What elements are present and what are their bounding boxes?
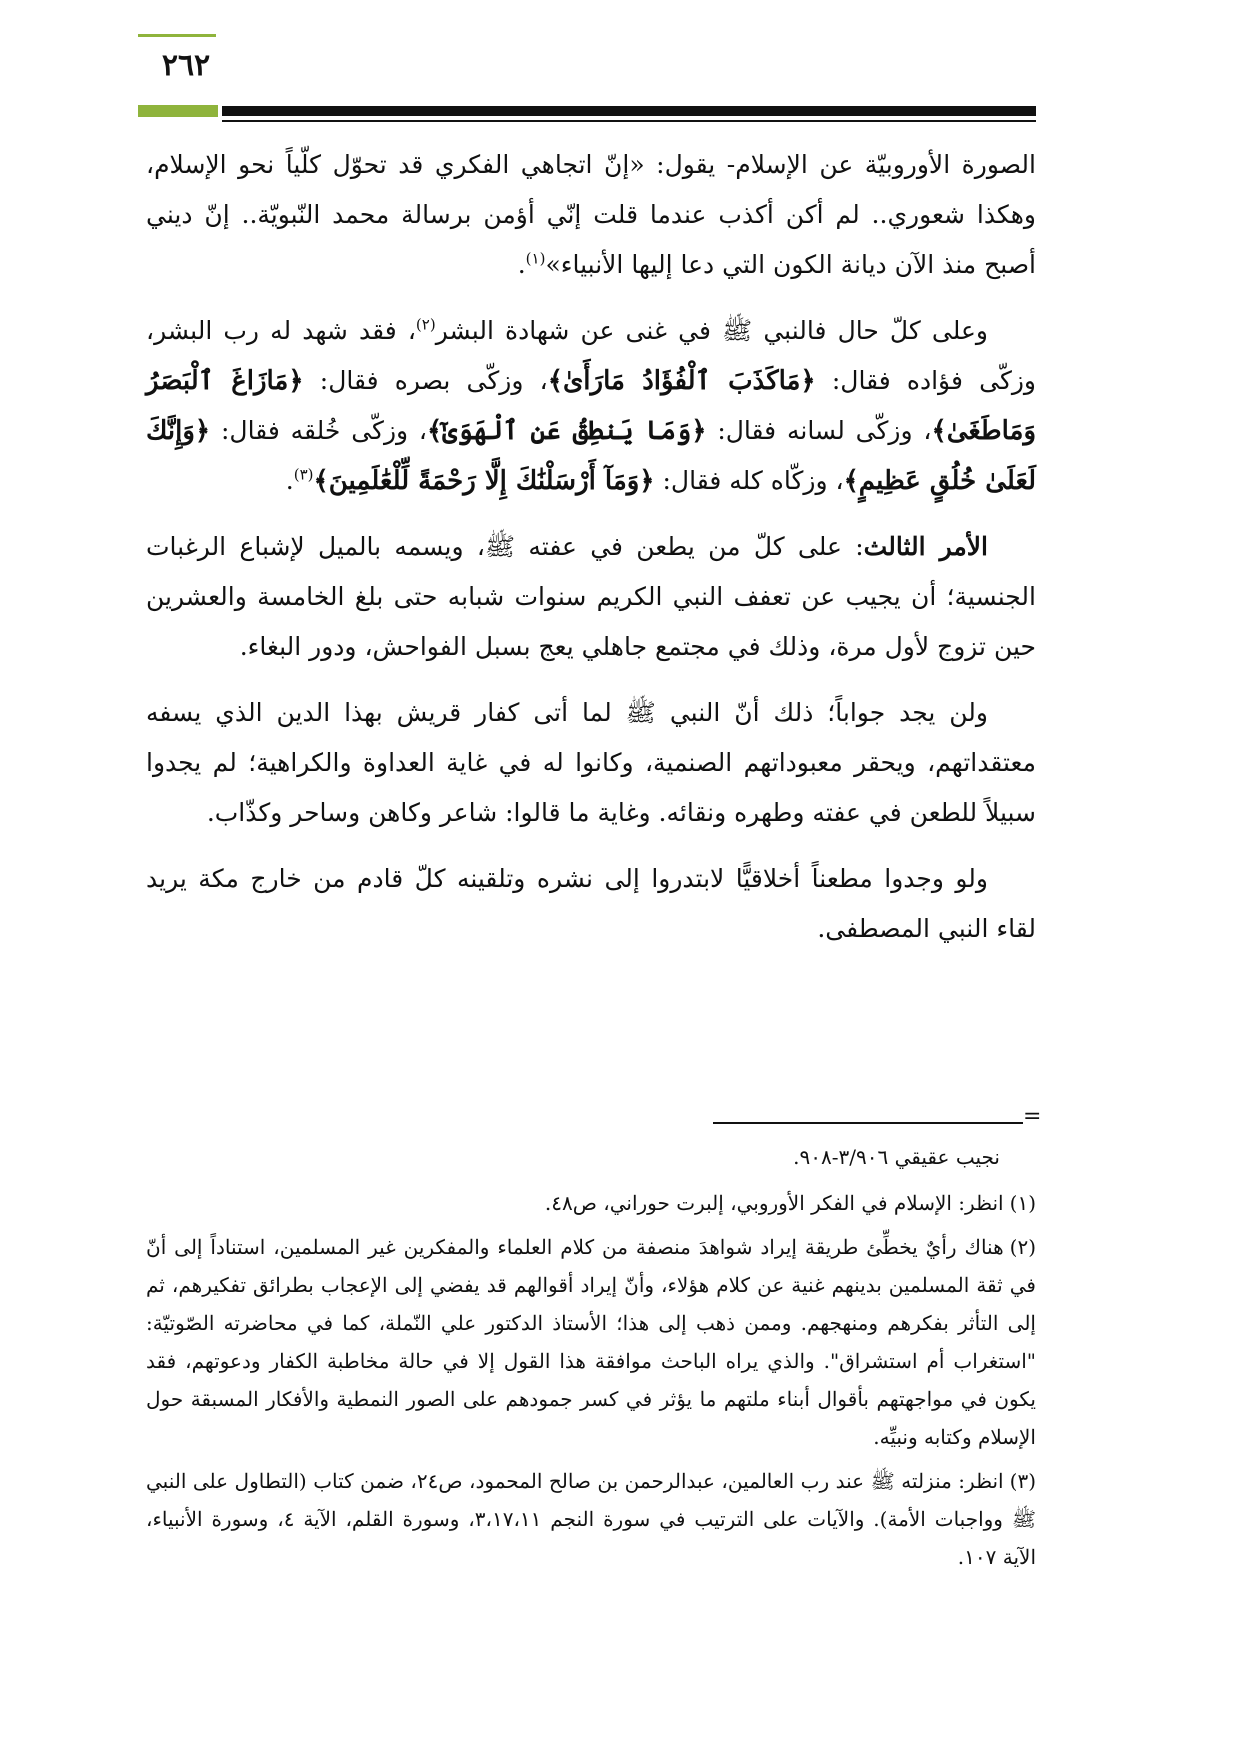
paragraph-3-text: : على كلّ من يطعن في عفته ﷺ، ويسمه بالميل لإشباع الرغبات الجنسية؛ أن يجيب عن تعفف النبي الكريم سنوات شبابه حتى بلغ الخامسة والعشرين حين تزوج لأول مرة، وذلك في مجتمع جاهلي يعج بسبل الفواحش، ودور البغاء. xyxy=(146,532,1036,661)
footnote-continuation-mark: = xyxy=(1023,1104,1042,1129)
footnote-2 xyxy=(146,1228,1036,1456)
header-rule xyxy=(222,106,1036,116)
page-number-accent-bar xyxy=(138,105,218,117)
paragraph-2-part-3: ، وزكّى بصره فقال: xyxy=(303,366,548,395)
quran-verse-2: ﴿مَازَاغَ ٱلْبَصَرُ وَمَاطَغَىٰ﴾ xyxy=(146,366,1036,446)
paragraph-4 xyxy=(146,688,1036,838)
quran-verse-5: ﴿وَمَآ أَرْسَلْنَٰكَ إِلَّا رَحْمَةً لِّلْعَٰلَمِينَ﴾ xyxy=(313,466,655,496)
footnote-3 xyxy=(146,1462,1036,1576)
footnote-1 xyxy=(146,1184,1036,1222)
paragraph-5-text: ولو وجدوا مطعناً أخلاقيًّا لابتدروا إلى نشره وتلقينه كلّ قادم من خارج مكة يريد لقاء النبي المصطفى. xyxy=(146,864,1036,943)
paragraph-5 xyxy=(146,854,1036,954)
page-number-top-line xyxy=(138,34,216,37)
paragraph-3 xyxy=(146,522,1036,672)
paragraph-2-part-5: ، وزكّى خُلقه فقال: xyxy=(210,416,427,445)
footnote-2-number: (٢) xyxy=(1009,1235,1036,1259)
footnotes xyxy=(146,1138,1036,1582)
section-lead-heading: الأمر الثالث xyxy=(863,532,988,561)
footnote-1-text: انظر: الإسلام في الفكر الأوروبي، إلبرت حوراني، ص٤٨. xyxy=(544,1191,1004,1215)
footnote-continuation: نجيب عقيقي ٣/٩٠٦-٩٠٨. xyxy=(793,1145,1000,1169)
footnote-separator xyxy=(713,1122,1023,1124)
paragraph-4-text: ولن يجد جواباً؛ ذلك أنّ النبي ﷺ لما أتى كفار قريش بهذا الدين الذي يسفه معتقداتهم، ويحقر معبوداتهم الصنمية، وكانوا له في غاية العداوة والكراهية؛ لم يجدوا سبيلاً للطعن في عفته وطهره ونقائه. وغاية ما قالوا: شاعر وكاهن وساحر وكذّاب. xyxy=(146,698,1036,827)
footnote-ref-3[interactable]: (٣) xyxy=(293,465,314,484)
footnote-3-number: (٣) xyxy=(1009,1469,1036,1493)
footnote-2-text: هناك رأيٌ يخطِّئ طريقة إيراد شواهدَ منصفة من كلام العلماء والمفكرين غير المسلمين، استناداً إلى أنّ في ثقة المسلمين بدينهم غنية عن كلام هؤلاء، وأنّ إيراد أقوالهم قد يفضي إلى الإعجاب بطرائق تفكيرهم، ثم إلى التأثر بفكرهم ومنهجهم. وممن ذهب إلى هذا؛ الأستاذ الدكتور علي النّملة، كما في محاضرته الصّوتيّة: "استغراب أم استشراق". والذي يراه الباحث موافقة هذا القول إلا في حالة مخاطبة الكفار ودعوتهم، فقد يكون في مواجهتهم بأقوال أبناء ملتهم ما يؤثر في كسر جمودهم على الصور النمطية والأفكار المسبقة حول الإسلام وكتابه ونبيِّه. xyxy=(146,1235,1036,1449)
footnote-1-number: (١) xyxy=(1009,1191,1036,1215)
quran-verse-4: ﴿وَإِنَّكَ لَعَلَىٰ خُلُقٍ عَظِيمٍ﴾ xyxy=(146,416,1036,496)
paragraph-1-end: . xyxy=(517,250,526,279)
paragraph-1-text: الصورة الأوروبيّة عن الإسلام- يقول: «إنّ اتجاهي الفكري قد تحوّل كلّياً نحو الإسلام، وهكذا شعوري.. لم أكن أكذب عندما قلت إنّي أؤمن برسالة محمد النّبويّة.. إنّ ديني أصبح منذ الآن ديانة الكون التي دعا إليها الأنبياء» xyxy=(146,150,1036,279)
paragraph-2-part-4: ، وزكّى لسانه فقال: xyxy=(706,416,932,445)
paragraph-1 xyxy=(146,140,1036,290)
paragraph-2-part-2: ، فقد شهد له رب البشر، وزكّى فؤاده فقال: xyxy=(146,316,1037,395)
paragraph-2-end: . xyxy=(285,466,294,495)
quran-verse-3: ﴿وَمَا يَنطِقُ عَنِ ٱلْهَوَىٰٓ﴾ xyxy=(426,416,707,446)
main-text xyxy=(146,140,1036,970)
footnote-ref-2[interactable]: (٢) xyxy=(415,315,436,334)
header-rule-thin xyxy=(222,120,1036,122)
page-number: ٢٦٢ xyxy=(161,48,211,83)
paragraph-2 xyxy=(146,306,1036,506)
paragraph-2-part-1: وعلى كلّ حال فالنبي ﷺ في غنى عن شهادة البشر xyxy=(435,316,988,345)
footnote-3-text: انظر: منزلته ﷺ عند رب العالمين، عبدالرحمن بن صالح المحمود، ص٢٤، ضمن كتاب (التطاول على النبي ﷺ وواجبات الأمة). والآيات على الترتيب في سورة النجم ٣،١٧،١١، وسورة القلم، الآية ٤، وسورة الأنبياء، الآية ١٠٧. xyxy=(146,1469,1036,1569)
footnote-ref-1[interactable]: (١) xyxy=(525,249,546,268)
quran-verse-1: ﴿مَاكَذَبَ ٱلْفُؤَادُ مَارَأَىٰ﴾ xyxy=(547,366,816,396)
paragraph-2-part-6: ، وزكّاه كله فقال: xyxy=(654,466,844,495)
